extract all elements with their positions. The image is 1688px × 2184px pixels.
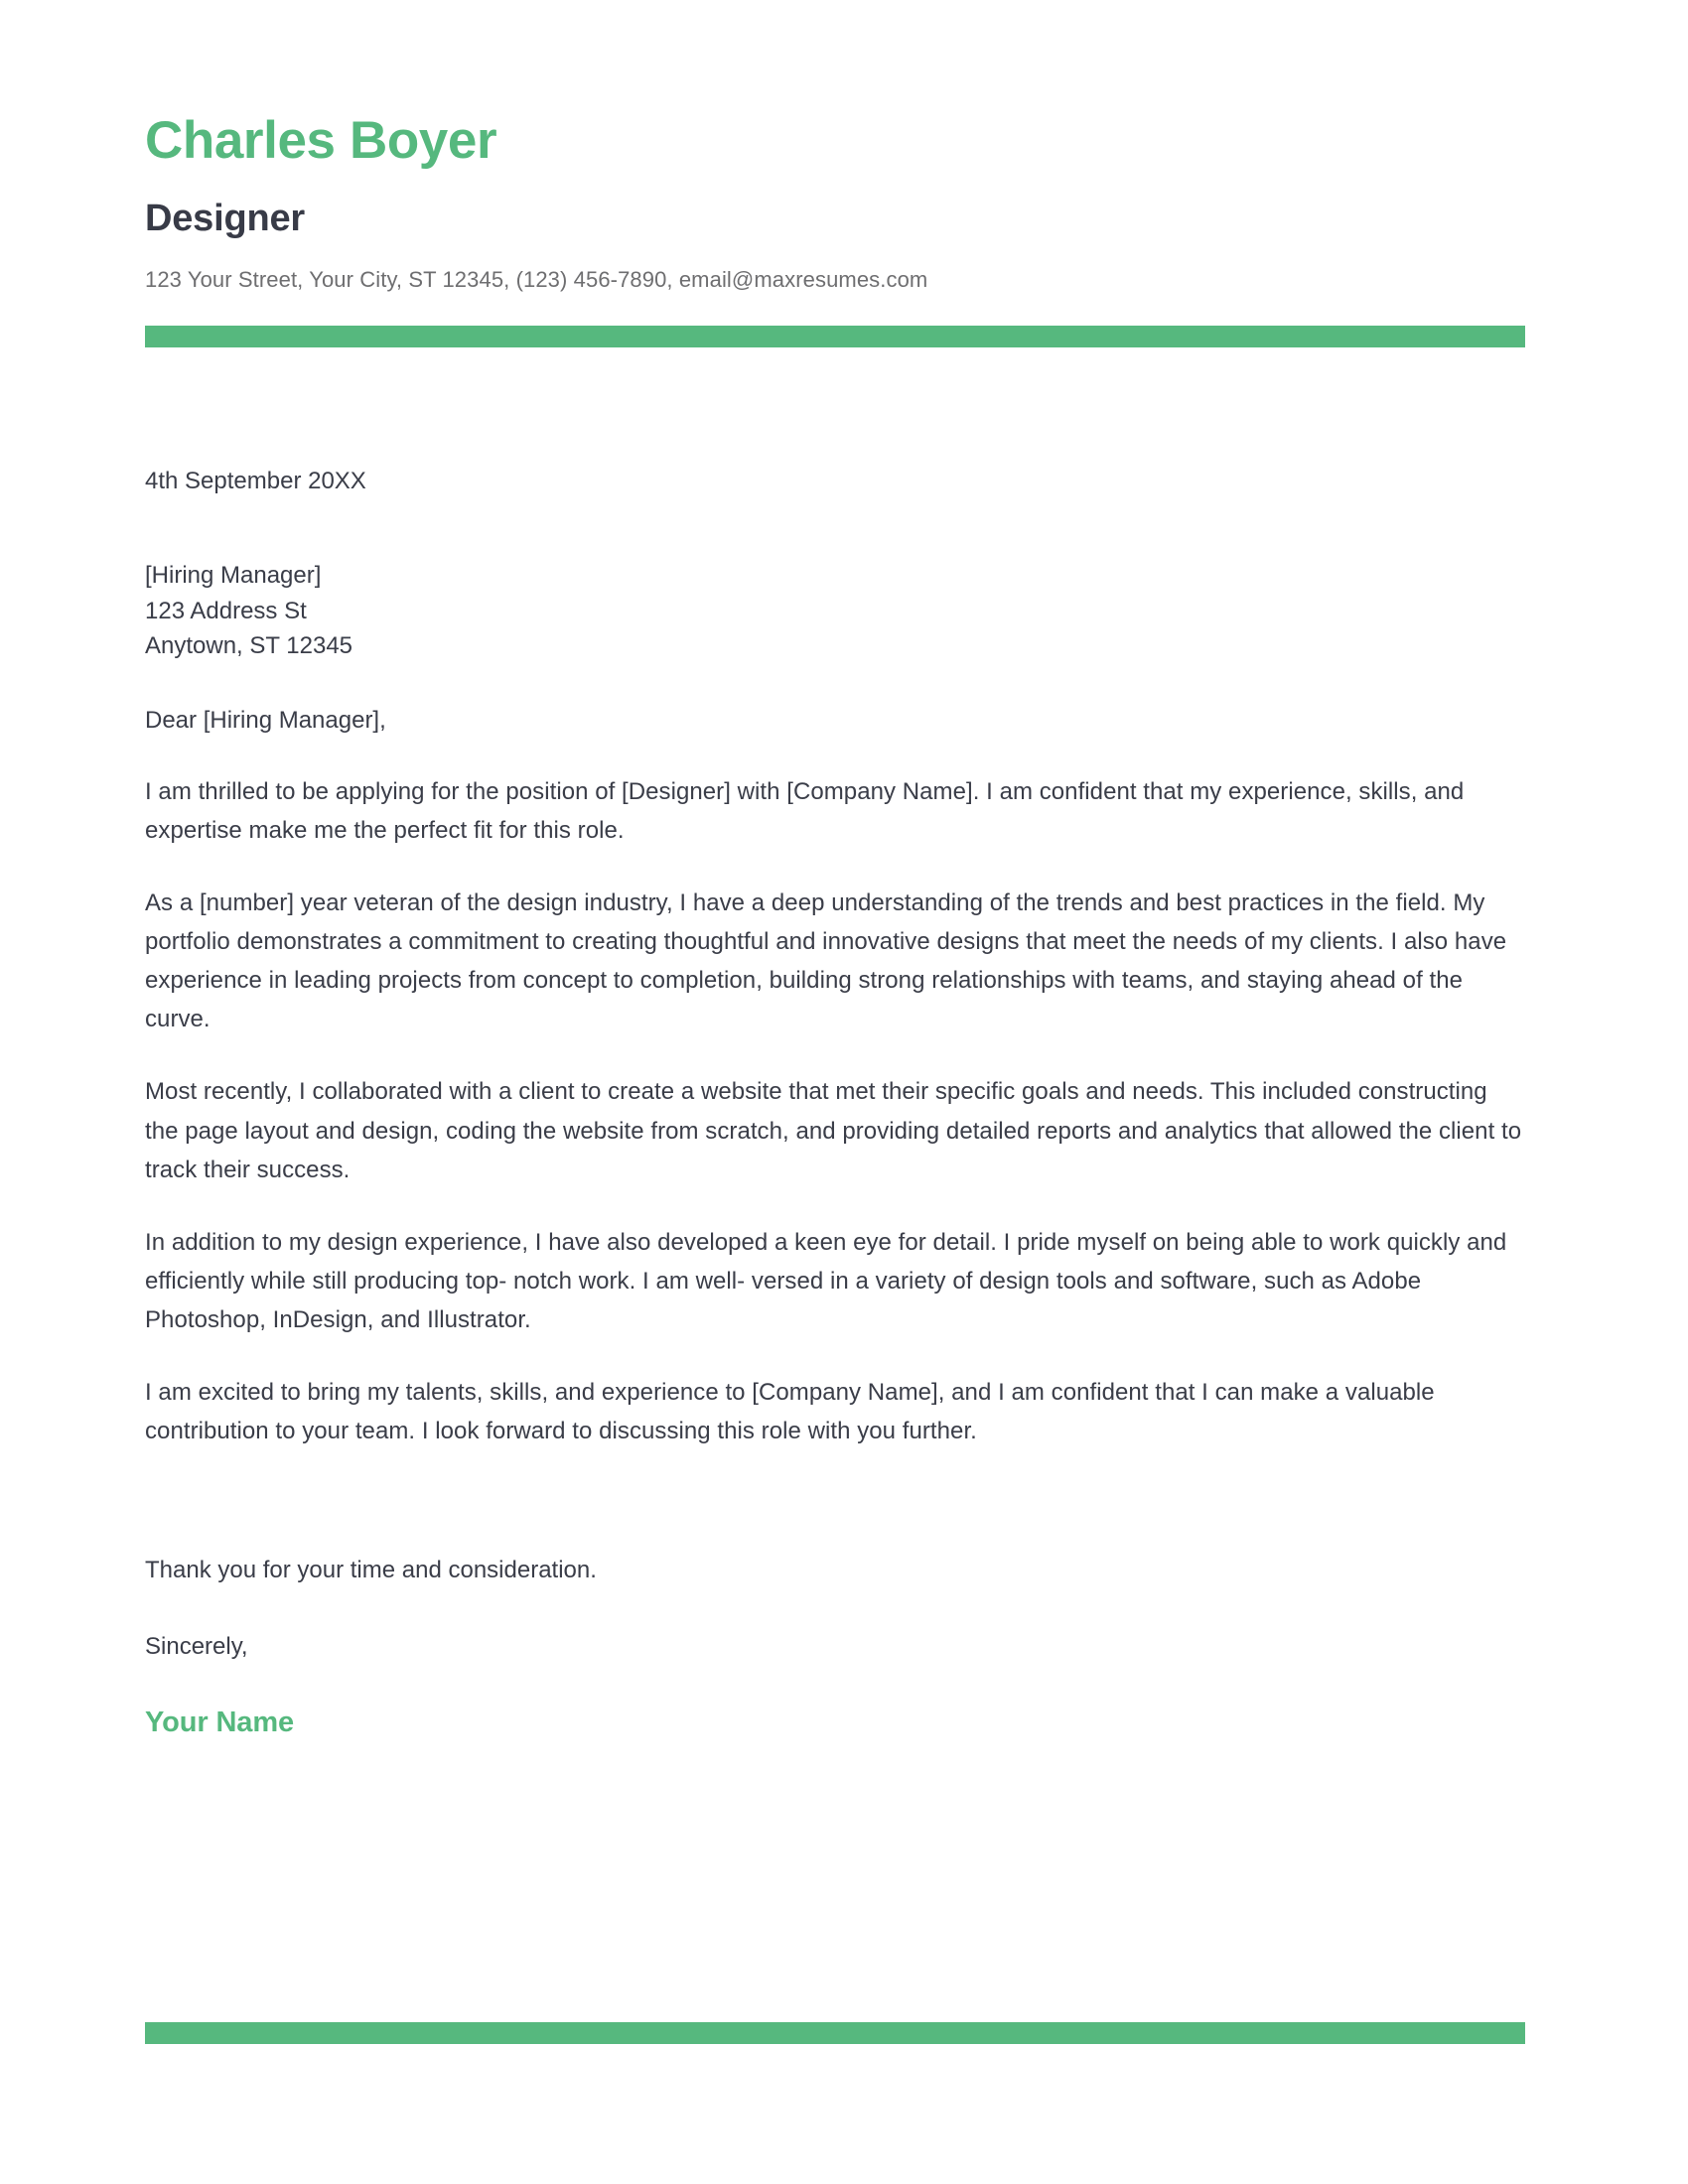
header-accent-rule bbox=[145, 326, 1525, 347]
letter-content bbox=[145, 0, 1525, 1771]
letterhead bbox=[145, 0, 1525, 347]
recipient-city-state-zip: Anytown, ST 12345 bbox=[145, 632, 353, 660]
body-paragraph-4: In addition to my design experience, I have also developed a keen eye for detail. I pride myself on being able to work quickly and efficiently while still producing top- notch work. I am well- versed in a variety of design tools and software, such as Adobe Photoshop, InDesign, and Illustrator. bbox=[145, 1228, 1507, 1333]
body-paragraph-2: As a [number] year veteran of the design industry, I have a deep understanding of the trends and best practices in the field. My portfolio demonstrates a commitment to creating thoughtful and innovative designs that meet the needs of my clients. I also have experience in leading projects from concept to completion, building strong relationships with teams, and staying ahead of the curve. bbox=[145, 889, 1507, 1033]
closing-thanks: Thank you for your time and consideration. bbox=[145, 1557, 597, 1584]
footer-accent-rule bbox=[145, 2022, 1525, 2044]
applicant-job-title: Designer bbox=[145, 198, 306, 240]
body-paragraph-5: I am excited to bring my talents, skills, and experience to [Company Name], and I am confident that I can make a valuable contribution to your team. I look forward to discussing this role with you further. bbox=[145, 1379, 1435, 1445]
signature-name: Your Name bbox=[145, 1706, 295, 1738]
recipient-street: 123 Address St bbox=[145, 597, 307, 624]
salutation: Dear [Hiring Manager], bbox=[145, 706, 386, 734]
closing-sign-off: Sincerely, bbox=[145, 1633, 248, 1661]
applicant-name: Charles Boyer bbox=[145, 111, 497, 170]
recipient-name: [Hiring Manager] bbox=[145, 562, 322, 590]
body-paragraph-1: I am thrilled to be applying for the position of [Designer] with [Company Name]. I am confident that my experience, skills, and expertise make me the perfect fit for this role. bbox=[145, 777, 1465, 844]
recipient-address-block bbox=[145, 558, 1525, 664]
letter-body bbox=[145, 347, 1525, 1742]
body-paragraph-3: Most recently, I collaborated with a client to create a website that met their specific goals and needs. This included constructing the page layout and design, coding the website from scratch, and providing detailed reports and analytics that allowed the client to track their success. bbox=[145, 1078, 1522, 1183]
letter-date: 4th September 20XX bbox=[145, 467, 366, 494]
contact-info-line: 123 Your Street, Your City, ST 12345, (123) 456-7890, email@maxresumes.com bbox=[145, 266, 928, 292]
